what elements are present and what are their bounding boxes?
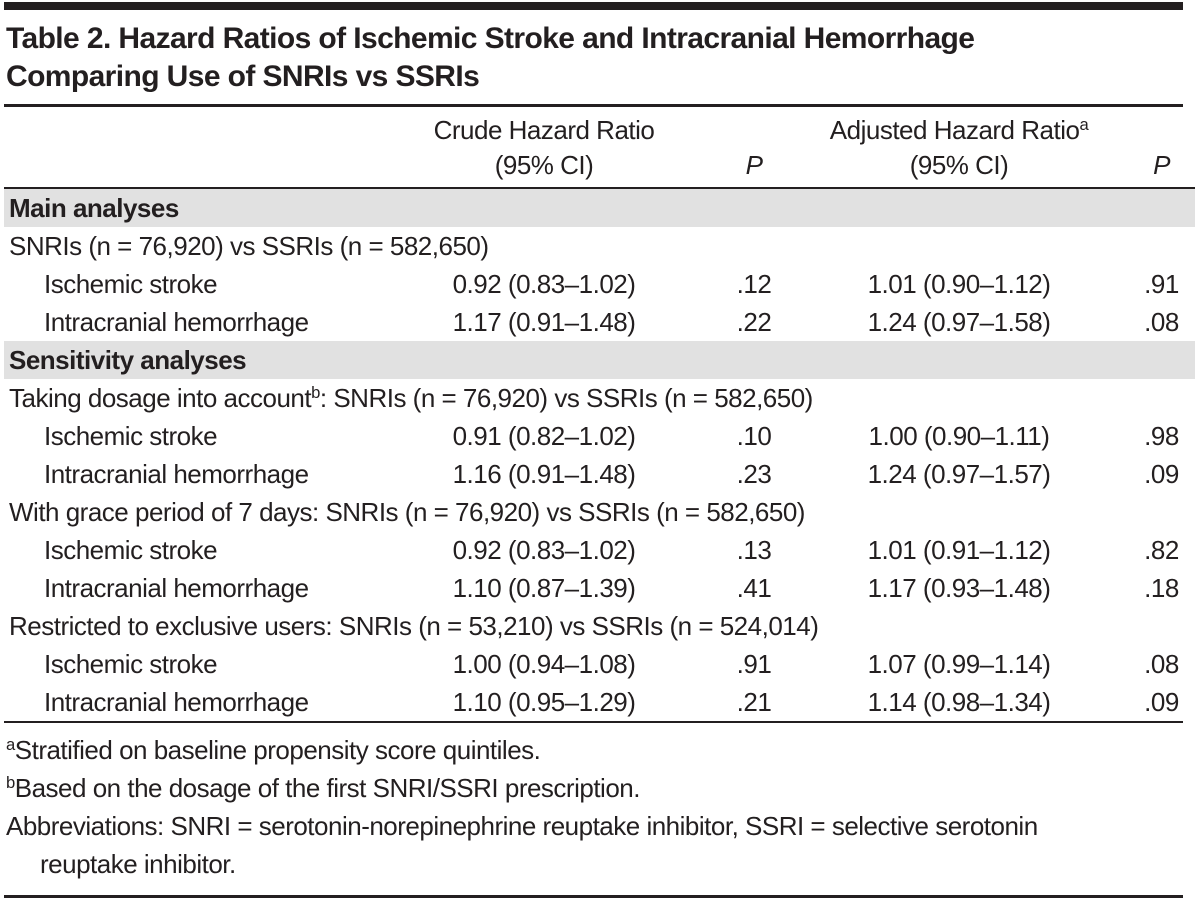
p-adjusted-cell: .08 [1144,307,1179,337]
adjusted-hr-cell: 1.00 (0.90–1.11) [868,421,1050,451]
adjusted-hr-cell: 1.24 (0.97–1.58) [867,307,1051,337]
outcome-cell: Intracranial hemorrhage [44,687,309,717]
group-row [4,227,1195,265]
crude-hr-cell: 1.10 (0.87–1.39) [452,573,636,603]
p-adjusted-cell: .82 [1144,535,1179,565]
outcome-cell: Ischemic stroke [44,269,218,299]
crude-hr-cell: 1.00 (0.94–1.08) [452,649,636,679]
group-label [4,607,1195,645]
top-rule [4,2,1183,10]
outcome-cell: Intracranial hemorrhage [44,459,309,489]
footnote-a [6,731,1181,769]
group-label [4,227,1195,265]
crude-hr-cell: 0.92 (0.83–1.02) [452,269,636,299]
group-label [4,493,1195,531]
outcome-row [4,303,1195,341]
crude-hr-cell: 0.92 (0.83–1.02) [452,535,636,565]
outcome-row [4,265,1195,303]
p-adjusted-cell: .09 [1144,459,1179,489]
crude-hr-cell: 1.10 (0.95–1.29) [452,687,636,717]
header-p-adjusted: P [1124,107,1195,188]
crude-hr-cell: 1.16 (0.91–1.48) [452,459,636,489]
footnote-b-text: Based on the dosage of the first SNRI/SSRI prescription. [14,773,640,803]
group-label-text: Taking dosage into account [9,383,312,413]
group-row [4,607,1195,645]
group-label [4,379,1195,417]
p-crude-cell: .23 [736,459,772,489]
group-label-text: : SNRIs (n = 76,920) vs SSRIs (n = 582,650) [319,383,813,413]
crude-hr-cell: 0.91 (0.82–1.02) [452,421,636,451]
p-crude-cell: .13 [736,535,772,565]
adjusted-hr-cell: 1.01 (0.90–1.12) [867,269,1051,299]
outcome-row [4,417,1195,455]
adjusted-hr-cell: 1.14 (0.98–1.34) [867,687,1051,717]
p-crude-cell: .22 [736,307,772,337]
header-adjusted-footnote-marker: a [1079,114,1089,134]
outcome-cell: Ischemic stroke [44,535,218,565]
adjusted-hr-cell: 1.24 (0.97–1.57) [867,459,1051,489]
p-adjusted-cell: .18 [1144,573,1179,603]
crude-hr-cell: 1.17 (0.91–1.48) [452,307,636,337]
p-adjusted-cell: .98 [1144,421,1179,451]
p-crude-cell: .12 [736,269,772,299]
p-adjusted-cell: .09 [1144,687,1179,717]
outcome-row [4,569,1195,607]
outcome-row [4,683,1195,721]
group-footnote-marker: b [311,382,320,402]
section-header: Main analyses [4,188,1195,227]
group-label-text: SNRIs (n = 76,920) vs SSRIs (n = 582,650) [9,231,489,261]
group-label-text: Restricted to exclusive users: SNRIs (n = 53,210) vs SSRIs (n = 524,014) [9,611,819,641]
footnote-abbreviations-text: Abbreviations: SNRI = serotonin-norepinephrine reuptake inhibitor, SSRI = selective serotonin reuptake inhibitor. [6,811,1038,879]
header-crude-hazard-ratio [374,107,714,188]
header-p-crude: P [714,107,794,188]
group-row [4,379,1195,417]
table-title-line-2: Comparing Use of SNRIs vs SSRIs [6,60,480,93]
footnote-marker-a: a [6,734,15,754]
hazard-ratio-table [4,107,1195,721]
outcome-row [4,645,1195,683]
adjusted-hr-cell: 1.17 (0.93–1.48) [867,573,1051,603]
outcome-cell: Intracranial hemorrhage [44,573,309,603]
p-crude-cell: .21 [736,687,772,717]
footnote-marker-b: b [6,772,15,792]
header-crude-line1: Crude Hazard Ratio [433,115,655,145]
p-crude-cell: .41 [736,573,772,603]
table-header [4,107,1195,188]
header-adjusted-line2: (95% CI) [909,150,1009,180]
section-header: Sensitivity analyses [4,341,1195,379]
outcome-cell: Ischemic stroke [44,649,218,679]
p-crude-cell: .10 [736,421,772,451]
outcome-cell: Intracranial hemorrhage [44,307,309,337]
p-crude-cell: .91 [736,649,772,679]
p-adjusted-cell: .08 [1144,649,1179,679]
section-row-main-analyses [4,188,1195,227]
header-adjusted-line1: Adjusted Hazard Ratio [829,115,1080,145]
footnote-b [6,769,1181,807]
header-empty-label [4,107,374,188]
table-body [4,188,1195,721]
section-row-sensitivity-analyses [4,341,1195,379]
group-label-text: With grace period of 7 days: SNRIs (n = 76,920) vs SSRIs (n = 582,650) [9,497,805,527]
header-crude-line2: (95% CI) [494,150,594,180]
outcome-row [4,455,1195,493]
header-adjusted-hazard-ratio [794,107,1124,188]
outcome-row [4,531,1195,569]
header-row [4,107,1195,188]
adjusted-hr-cell: 1.01 (0.91–1.12) [867,535,1051,565]
footnote-a-text: Stratified on baseline propensity score quintiles. [14,735,541,765]
footnotes [4,721,1183,893]
table-title-line-1: Table 2. Hazard Ratios of Ischemic Stroke and Intracranial Hemorrhage [6,22,975,55]
table-title [6,20,1181,96]
outcome-cell: Ischemic stroke [44,421,218,451]
group-row [4,493,1195,531]
adjusted-hr-cell: 1.07 (0.99–1.14) [867,649,1051,679]
footnote-abbreviations [6,807,1125,883]
p-adjusted-cell: .91 [1144,269,1179,299]
